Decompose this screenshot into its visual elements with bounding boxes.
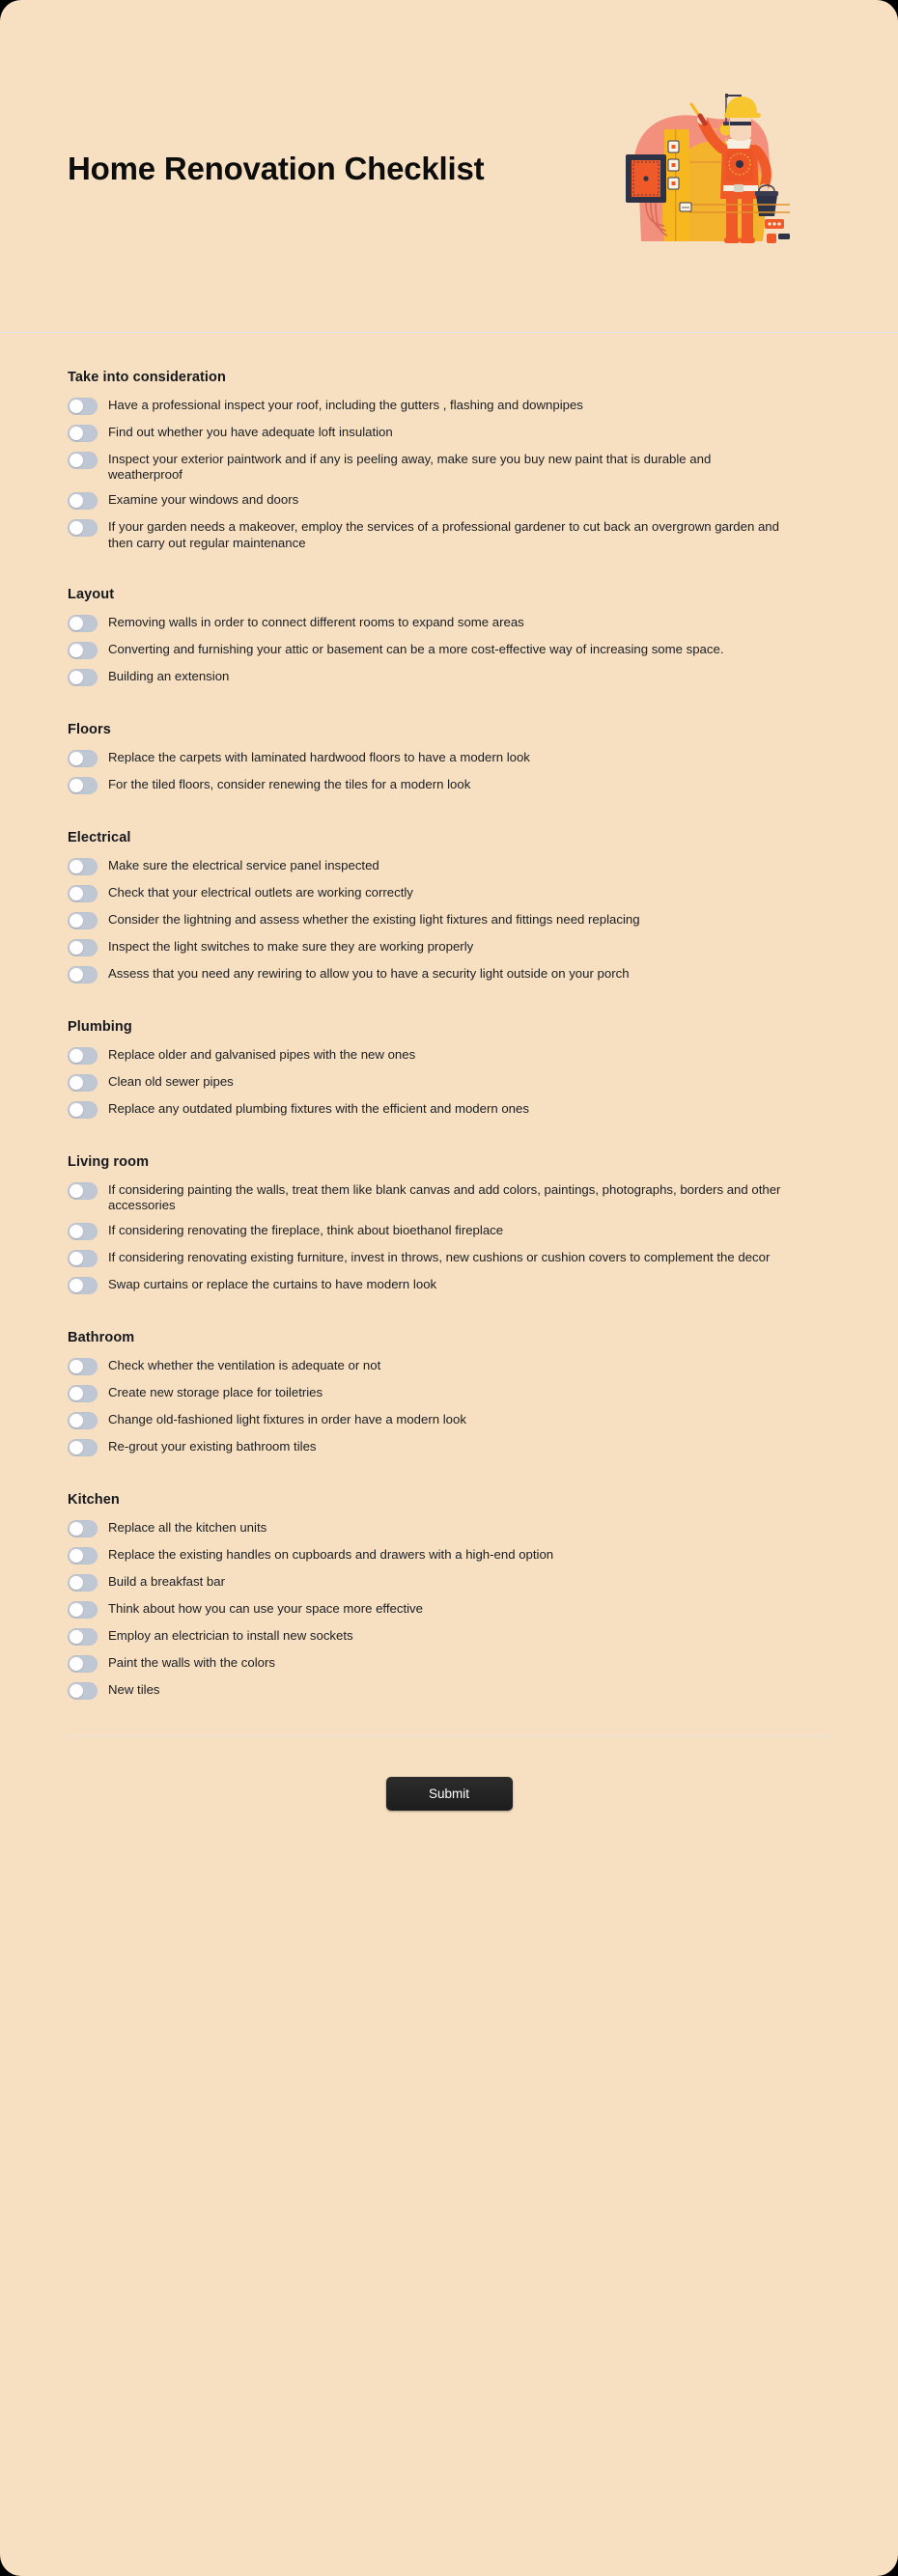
checklist-item[interactable]: [68, 397, 830, 415]
checklist-item[interactable]: [68, 1073, 830, 1092]
toggle-knob: [70, 454, 83, 467]
checklist-item[interactable]: [68, 1222, 830, 1240]
page-header: [0, 0, 898, 333]
toggle-knob: [70, 968, 83, 982]
checklist-item[interactable]: [68, 965, 830, 983]
checklist-item-label: Employ an electrician to install new sockets: [108, 1628, 353, 1644]
checklist-item-label: Create new storage place for toiletries: [108, 1385, 323, 1400]
toggle-switch[interactable]: [68, 519, 98, 537]
checklist-item[interactable]: [68, 1600, 830, 1619]
checklist-item-label: Inspect your exterior paintwork and if any is peeling away, make sure you buy new paint that is durable and weatherproof: [108, 452, 712, 483]
toggle-knob: [70, 1360, 83, 1373]
checklist-item[interactable]: [68, 1681, 830, 1700]
checklist-item[interactable]: [68, 1573, 830, 1592]
toggle-knob: [70, 494, 83, 508]
section-title: Layout: [68, 586, 115, 602]
section-electrical: [68, 830, 830, 983]
checklist-item-label: Think about how you can use your space more effective: [108, 1601, 423, 1617]
toggle-switch[interactable]: [68, 1682, 98, 1700]
toggle-switch[interactable]: [68, 615, 98, 632]
checklist-item[interactable]: [68, 518, 830, 550]
toggle-knob: [70, 1441, 83, 1454]
checklist-item-label: Change old-fashioned light fixtures in order have a modern look: [108, 1412, 466, 1427]
toggle-switch[interactable]: [68, 1182, 98, 1200]
checklist-item[interactable]: [68, 424, 830, 442]
checklist-item[interactable]: [68, 1438, 830, 1456]
toggle-switch[interactable]: [68, 425, 98, 442]
toggle-knob: [70, 1387, 83, 1400]
checklist-item[interactable]: [68, 1357, 830, 1375]
toggle-switch[interactable]: [68, 1601, 98, 1619]
checklist-item[interactable]: [68, 911, 830, 929]
toggle-knob: [70, 752, 83, 765]
toggle-switch[interactable]: [68, 1547, 98, 1565]
section-plumbing: [68, 1019, 830, 1119]
toggle-switch[interactable]: [68, 1574, 98, 1592]
toggle-switch[interactable]: [68, 939, 98, 956]
checklist-item[interactable]: [68, 938, 830, 956]
toggle-switch[interactable]: [68, 1250, 98, 1267]
toggle-knob: [70, 1252, 83, 1265]
checklist-item[interactable]: [68, 491, 830, 510]
section-layout: [68, 587, 830, 686]
checklist-item-label: Converting and furnishing your attic or basement can be a more cost-effective way of increasing some space.: [108, 641, 724, 656]
section-title: Kitchen: [68, 1492, 120, 1509]
checklist-item[interactable]: [68, 1181, 830, 1213]
checklist-item-label: Build a breakfast bar: [108, 1574, 225, 1590]
toggle-knob: [70, 1630, 83, 1644]
toggle-knob: [70, 1522, 83, 1536]
toggle-knob: [70, 1414, 83, 1427]
checklist-item[interactable]: [68, 1100, 830, 1119]
checklist-item-label: Clean old sewer pipes: [108, 1073, 234, 1089]
form-footer: [68, 1735, 830, 1869]
checklist-item-label: Examine your windows and doors: [108, 492, 299, 508]
toggle-switch[interactable]: [68, 669, 98, 686]
toggle-switch[interactable]: [68, 1412, 98, 1429]
checklist-item[interactable]: [68, 451, 830, 483]
section-title: Living room: [68, 1153, 150, 1170]
checklist-item-label: Building an extension: [108, 668, 230, 683]
checklist-item-label: If considering renovating existing furniture, invest in throws, new cushions or cushion covers to complement the decor: [108, 1250, 771, 1265]
toggle-knob: [70, 1657, 83, 1671]
toggle-knob: [70, 1184, 83, 1198]
checklist-item-label: If considering painting the walls, treat them like blank canvas and add colors, paintings, photographs, borders and other accessories: [108, 1181, 781, 1213]
toggle-switch[interactable]: [68, 1074, 98, 1092]
toggle-switch[interactable]: [68, 1358, 98, 1375]
toggle-knob: [70, 617, 83, 630]
toggle-switch[interactable]: [68, 858, 98, 875]
checklist-item[interactable]: [68, 776, 830, 794]
checklist-item-label: If your garden needs a makeover, employ the services of a professional gardener to cut back an overgrown garden and then carry out regular maintenance: [108, 519, 779, 550]
checklist-item[interactable]: [68, 668, 830, 686]
toggle-switch[interactable]: [68, 642, 98, 659]
toggle-knob: [70, 644, 83, 657]
section-title: Floors: [68, 721, 111, 737]
toggle-switch[interactable]: [68, 1047, 98, 1065]
checklist-item[interactable]: [68, 1627, 830, 1646]
checklist-sections: [0, 333, 898, 1869]
checklist-item-label: Inspect the light switches to make sure they are working properly: [108, 938, 474, 954]
checklist-item[interactable]: [68, 749, 830, 767]
toggle-switch[interactable]: [68, 750, 98, 767]
submit-button[interactable]: Submit: [386, 1777, 513, 1811]
checklist-item-label: Re-grout your existing bathroom tiles: [108, 1439, 317, 1454]
checklist-item-label: Check whether the ventilation is adequate or not: [108, 1358, 381, 1373]
section-take-into-consideration: [68, 370, 830, 551]
checklist-item[interactable]: [68, 641, 830, 659]
checklist-item[interactable]: [68, 1384, 830, 1402]
checklist-item-label: Removing walls in order to connect different rooms to expand some areas: [108, 614, 524, 629]
toggle-switch[interactable]: [68, 1520, 98, 1537]
checklist-item-label: New tiles: [108, 1682, 160, 1698]
toggle-knob: [70, 427, 83, 440]
toggle-switch[interactable]: [68, 398, 98, 415]
toggle-knob: [70, 671, 83, 684]
toggle-knob: [70, 860, 83, 873]
checklist-item-label: Swap curtains or replace the curtains to have modern look: [108, 1277, 437, 1292]
section-bathroom: [68, 1330, 830, 1456]
toggle-switch[interactable]: [68, 777, 98, 794]
toggle-knob: [70, 1576, 83, 1590]
toggle-knob: [70, 779, 83, 792]
checklist-item-label: Find out whether you have adequate loft insulation: [108, 425, 393, 439]
toggle-knob: [70, 941, 83, 955]
toggle-knob: [70, 1049, 83, 1063]
checklist-item-label: Make sure the electrical service panel inspected: [108, 857, 379, 873]
toggle-switch[interactable]: [68, 885, 98, 902]
toggle-switch[interactable]: [68, 452, 98, 469]
toggle-knob: [70, 1103, 83, 1117]
toggle-switch[interactable]: [68, 1628, 98, 1646]
toggle-knob: [70, 1279, 83, 1292]
checklist-item[interactable]: [68, 1546, 830, 1565]
checklist-item-label: Consider the lightning and assess whether the existing light fixtures and fittings need replacing: [108, 911, 640, 927]
toggle-knob: [70, 914, 83, 928]
toggle-switch[interactable]: [68, 1223, 98, 1240]
checklist-item-label: Replace the carpets with laminated hardwood floors to have a modern look: [108, 749, 530, 764]
checklist-item[interactable]: [68, 1411, 830, 1429]
section-title: Plumbing: [68, 1018, 132, 1035]
checklist-item[interactable]: [68, 1046, 830, 1065]
checklist-item[interactable]: [68, 614, 830, 632]
checklist-item-label: Replace older and galvanised pipes with the new ones: [108, 1046, 416, 1062]
section-title: Bathroom: [68, 1330, 135, 1346]
checklist-item[interactable]: [68, 1249, 830, 1267]
section-floors: [68, 722, 830, 794]
toggle-knob: [70, 1684, 83, 1698]
checklist-item-label: If considering renovating the fireplace, think about bioethanol fireplace: [108, 1223, 504, 1238]
checklist-item[interactable]: [68, 1519, 830, 1537]
toggle-knob: [70, 1076, 83, 1090]
page-title: Home Renovation Checklist: [68, 151, 485, 187]
toggle-switch[interactable]: [68, 1439, 98, 1456]
toggle-knob: [70, 400, 83, 413]
toggle-switch[interactable]: [68, 1101, 98, 1119]
checklist-item-label: Assess that you need any rewiring to allow you to have a security light outside on your porch: [108, 965, 630, 981]
section-title: Take into consideration: [68, 370, 226, 385]
section-kitchen: [68, 1492, 830, 1700]
toggle-knob: [70, 521, 83, 535]
checklist-item-label: Replace the existing handles on cupboards and drawers with a high-end option: [108, 1547, 554, 1563]
checklist-item-label: Check that your electrical outlets are working correctly: [108, 884, 413, 900]
checklist-item[interactable]: [68, 884, 830, 902]
toggle-knob: [70, 1549, 83, 1563]
toggle-knob: [70, 1603, 83, 1617]
toggle-switch[interactable]: [68, 966, 98, 983]
toggle-switch[interactable]: [68, 912, 98, 929]
checklist-item[interactable]: [68, 1276, 830, 1294]
checklist-item-label: Replace any outdated plumbing fixtures with the efficient and modern ones: [108, 1100, 529, 1116]
toggle-knob: [70, 1225, 83, 1238]
checklist-item-label: For the tiled floors, consider renewing the tiles for a modern look: [108, 776, 471, 791]
checklist-item-label: Paint the walls with the colors: [108, 1655, 275, 1671]
toggle-switch[interactable]: [68, 1277, 98, 1294]
home-renovation-workers-illustration: [622, 81, 790, 255]
checklist-item-label: Have a professional inspect your roof, including the gutters , flashing and downpipes: [108, 398, 583, 412]
checklist-item[interactable]: [68, 1654, 830, 1673]
section-title: Electrical: [68, 829, 131, 845]
toggle-switch[interactable]: [68, 492, 98, 510]
section-living-room: [68, 1154, 830, 1294]
toggle-switch[interactable]: [68, 1385, 98, 1402]
toggle-knob: [70, 887, 83, 900]
checklist-item[interactable]: [68, 857, 830, 875]
checklist-item-label: Replace all the kitchen units: [108, 1520, 267, 1536]
toggle-switch[interactable]: [68, 1655, 98, 1673]
